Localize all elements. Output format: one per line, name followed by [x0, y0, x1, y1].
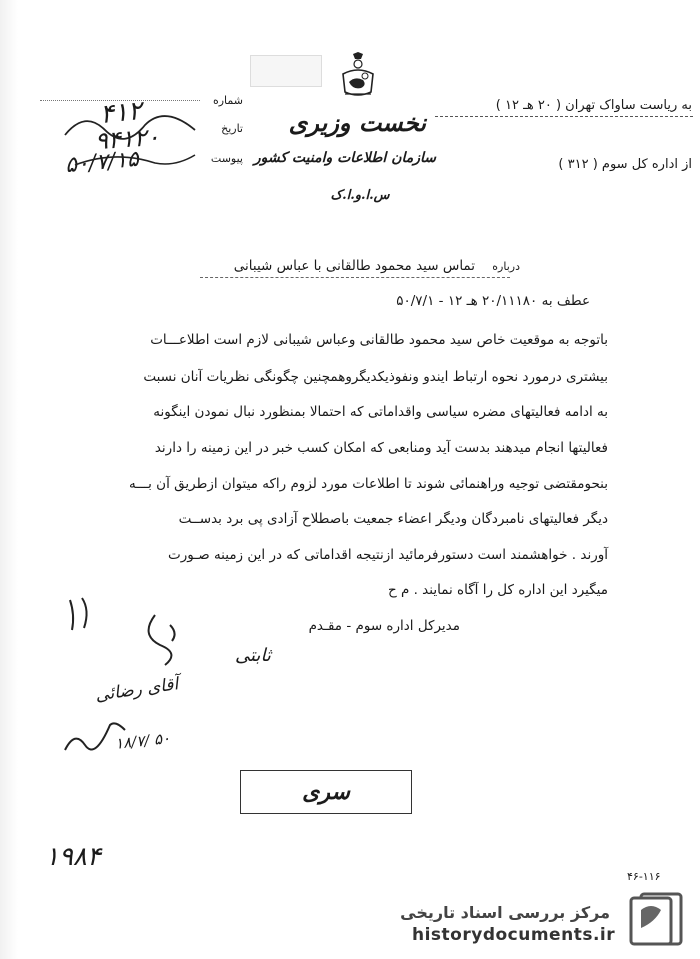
signature-initial: ثابتی [235, 645, 271, 666]
recipient-underline [435, 116, 693, 117]
paper-mark [0, 0, 18, 959]
faint-stamp-box [250, 55, 322, 87]
body-line: دیگر فعالیتهای نامبردگان ودیگر اعضاء جمعیت باصطلاح آزادی پی برد بدســت [178, 511, 608, 527]
field-date-label: تاریخ [221, 122, 243, 135]
recipient-line: به ریاست ساواک تهران ( ۲۰ هـ ۱۲ ) [495, 98, 692, 113]
classified-stamp-text: سری [302, 779, 350, 805]
signature-title: مدیرکل اداره سوم - مقـدم [308, 618, 460, 634]
handwriting-scribble [55, 95, 205, 175]
body-line: آورند . خواهشمند است دستورفرمائید ازنتیجه اقداماتی که در این زمینه صـورت [168, 547, 608, 563]
signature-mark-left [60, 590, 140, 640]
handwritten-note-date: ۱۸/۷/ ۵۰ [114, 729, 171, 753]
body-line: بنحومقتضی توجیه وراهنمائی شوند تا اطلاعات مورد لزوم راکه میتوان ازطریق آن بـــه [129, 476, 608, 492]
body-line: فعالیتها انجام میدهند بدست آید ومنابعی که امکان کسب خبر در این زمینه را دارند [154, 440, 608, 456]
field-number-label: شماره [212, 94, 243, 107]
sender-line: از اداره کل سوم ( ۳۱۲ ) [558, 157, 692, 172]
watermark-logo [615, 888, 687, 948]
body-line: به ادامه فعالیتهای مضره سیاسی واقداماتی که احتمالا بمنظورد نبال نمودن اینگونه [153, 404, 608, 420]
document-logo-icon [615, 888, 687, 948]
handwritten-date-1: ۵۰/۷/۱۵ [64, 146, 140, 179]
handwritten-number-1: ۴۱۲ [98, 95, 144, 131]
handwritten-note-name: آقای رضائی [94, 674, 180, 706]
emblem-icon [337, 52, 379, 102]
org-title: نخست وزیری [288, 108, 426, 137]
body-line: میگیرد این اداره کل را آگاه نمایند . م ح [387, 582, 608, 598]
subject-label: درباره [492, 260, 520, 273]
subject-underline [200, 277, 510, 278]
body-line: بیشتری درمورد نحوه ارتباط ایندو ونفوذیکدیگروهمچنین چگونگی نظریات آنان نسبت [143, 369, 608, 385]
handwritten-bottom-number: ۱۹۸۴ [45, 842, 101, 872]
lion-and-sun-emblem [337, 52, 379, 102]
body-line: باتوجه به موقعیت خاص سید محمود طالقانی وعباس شیبانی لازم است اطلاعـــات [150, 332, 608, 348]
org-code: س.ا.و.ا.ک [330, 188, 390, 203]
footer-doc-code: ۴۶-۱۱۶ [627, 870, 661, 883]
watermark-url: historydocuments.ir [412, 925, 616, 945]
watermark-title: مرکز بررسی اسناد تاریخی [400, 903, 610, 922]
classified-stamp [240, 770, 412, 814]
handwritten-mark [55, 710, 135, 770]
org-subtitle: سازمان اطلاعات وامنیت کشور [253, 150, 436, 166]
field-attachment-label: پیوست [210, 152, 243, 165]
subject-text: تماس سید محمود طالقانی با عباس شیبانی [233, 258, 475, 274]
handwritten-number-2: ۹۴۱۲۰ [94, 122, 161, 156]
reference-line: عطف به ۲۰/۱۱۱۸۰ هـ ۱۲ - ۵۰/۷/۱ [396, 293, 590, 309]
